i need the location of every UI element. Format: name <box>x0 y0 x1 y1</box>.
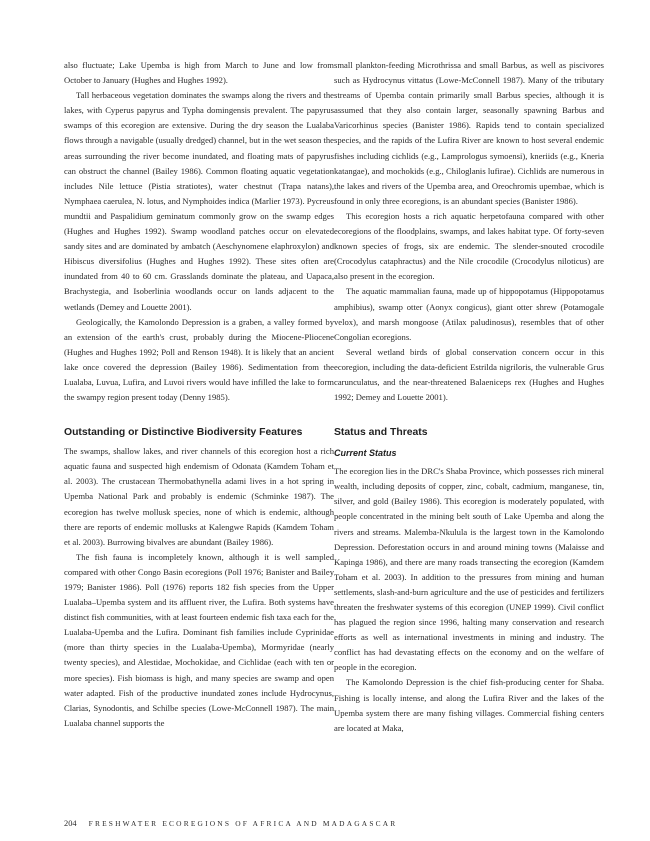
paragraph: This ecoregion hosts a rich aquatic herpetofauna compared with other ecoregions of the floodplains, swamps, and lakes habitat type. Of forty-seven known species of frogs, six are endemic. The slender-snouted crocodile (Crocodylus cataphractus) and the Nile crocodile (Crocodylus niloticus) are also present in the ecoregion. <box>334 210 604 282</box>
section-heading-status-threats: Status and Threats <box>334 427 428 439</box>
subheading-current-status: Current Status <box>334 448 397 459</box>
left-column <box>64 58 334 731</box>
page-number: 204 <box>64 819 77 828</box>
paragraph: The ecoregion lies in the DRC's Shaba Province, which possesses rich mineral wealth, including deposits of copper, zinc, cobalt, cadmium, manganese, tin, silver, and gold (Bailey 1986). This ecoregion is moderately populated, with people concentrated in the mining belt south of Lake Upemba and along the rivers and streams. Malemba-Nkulula is the largest town in the Kamolondo Depression. Deforestation occurs in and around mining towns (Malaisse and Kapinga 1986), and there are many roads transecting the ecoregion (Kamdem Toham et al. 2003). In addition to the pressures from mining and human settlements, slash-and-burn agriculture and the use of pesticides and fertilizers threaten the freshwater systems of this ecoregion (UNEP 1999). Civil conflict has plagued the region since 1996, halting many conservation and research efforts as well as international investments in mining and industry. The conflict has had devastating effects on the economy and on the welfare of people in the ecoregion. <box>334 466 604 673</box>
running-title: FRESHWATER ECOREGIONS OF AFRICA AND MADAGASCAR <box>88 819 398 828</box>
paragraph: The aquatic mammalian fauna, made up of hippopotamus (Hippopotamus amphibius), swamp otter (Aonyx congicus), giant otter shrew (Potamogale velox), and marsh mongoose (Atilax paludinosus), resembles that of other Congolian ecoregions. <box>334 286 604 342</box>
paragraph: The Kamolondo Depression is the chief fish-producing center for Shaba. Fishing is locally intense, and along the Lufira River and the lakes of the Upemba system there are many fishing villages. Commercial fishing centers are located at Maka, <box>334 677 604 733</box>
paragraph: Several wetland birds of global conservation concern occur in this ecoregion, including the data-deficient Estrilda nigriloris, the vulnerable Grus carunculatus, and the near-threatened Balaeniceps rex (Hughes and Hughes 1992; Demey and Louette 2001). <box>334 346 604 403</box>
right-column <box>334 58 604 736</box>
paragraph: small plankton-feeding Microthrissa and small Barbus, as well as piscivores such as Hydrocynus vittatus (Lowe-McConnell 1987). Many of the tributary streams of Upemba contain primarily small Barbus species, although it is assumed that they also contain larger, seasonally spawning Barbus and Varicorhinus species (Banister 1986). Rapids tend to contain specialized species, and the rapids of the Lufira River are known to host several endemic fishes including cichlids (e.g., Lamprologus symoensi), kneriids (e.g., Kneria katangae), and mochokids (e.g., Chiloglanis lufirae). Cichlids are numerous in the lakes and rivers of the Upemba area, and Oreochromis upembae, which is found in only three ecoregions, is an abundant species (Banister 1986). <box>334 60 604 206</box>
paragraph: also fluctuate; Lake Upemba is high from March to June and low from October to January (Hughes and Hughes 1992). <box>64 60 334 86</box>
section-heading-biodiversity: Outstanding or Distinctive Biodiversity Features <box>64 427 303 439</box>
paragraph: The fish fauna is incompletely known, although it is well sampled compared with other Congo Basin ecoregions (Poll 1976; Banister and Bailey 1979; Banister 1986). Poll (1976) reports 182 fish species from the Upper Lualaba–Upemba system and its affluent river, the Lufira. Both systems have distinct fish communities, with at least fourteen endemic fish taxa each for the Lualaba-Upemba and the Lufira. Dominant fish families include Cyprinidae (more than thirty species in the Lualaba-Upemba), Mormyridae (nearly twenty species), and Alestidae, Mochokidae, and Cichlidae (each with ten or more species). Fish biomass is high, and many species are swamp and open water adapted. Fish of the productive inundated zones include Hydrocynus, Clarias, Synodontis, and Schilbe species (Lowe-McConnell 1987). The main Lualaba channel supports the <box>64 551 334 728</box>
paragraph: Geologically, the Kamolondo Depression is a graben, a valley formed by an extension of the earth's crust, probably during the Miocene-Pliocene (Hughes and Hughes 1992; Poll and Renson 1948). It is likely that an ancient lake once covered the depression (Bailey 1986). Sedimentation from the Lualaba, Luvua, Lufira, and Luvoi rivers would have infilled the lake to form the swampy region present today (Denny 1985). <box>64 316 334 403</box>
paragraph: Tall herbaceous vegetation dominates the swamps along the rivers and the lakes, with Cyperus papyrus and Typha domingensis prevalent. The papyrus swamps of this ecoregion are extensive. During the dry season the Lualaba flows through a navigable (usually dredged) channel, but in the wet season the areas surrounding the river become inundated, and floating mats of papyrus can obstruct the channel (Bailey 1986). Common floating aquatic vegetation includes Nile lettuce (Pistia stratiotes), water chestnut (Trapa natans), Nymphaea caerulea, N. lotus, and Nymphoides indica (Marlier 1973). Pycreus mundtii and Paspalidium geminatum commonly grow on the swamp edges (Hughes and Hughes 1992). Swamp woodland patches occur on elevated sandy sites and are dominated by ambatch (Aeschynomene elaphroxylon) and Hibiscus diversifolius (Hughes and Hughes 1992). These sites often are inundated from 40 to 60 cm. Grasslands dominate the plateau, and Uapaca, Brachystegia, and Isoberlinia woodlands occur on lands adjacent to the wetlands (Demey and Louette 2001). <box>64 90 334 312</box>
page-footer <box>64 818 604 830</box>
paragraph: The swamps, shallow lakes, and river channels of this ecoregion host a rich aquatic fauna and suspected high endemism of Odonata (Kamdem Toham et al. 2003). The crustacean Thermobathynella adami lives in a hot spring in Upemba National Park and probably is endemic (Schminke 1987). The ecoregion has twelve mollusk species, none of which is endemic, although there are reports of endemic mollusks at Kalengwe Rapids (Kamdem Toham et al. 2003). Burrowing bivalves are abundant (Bailey 1986). <box>64 446 334 547</box>
